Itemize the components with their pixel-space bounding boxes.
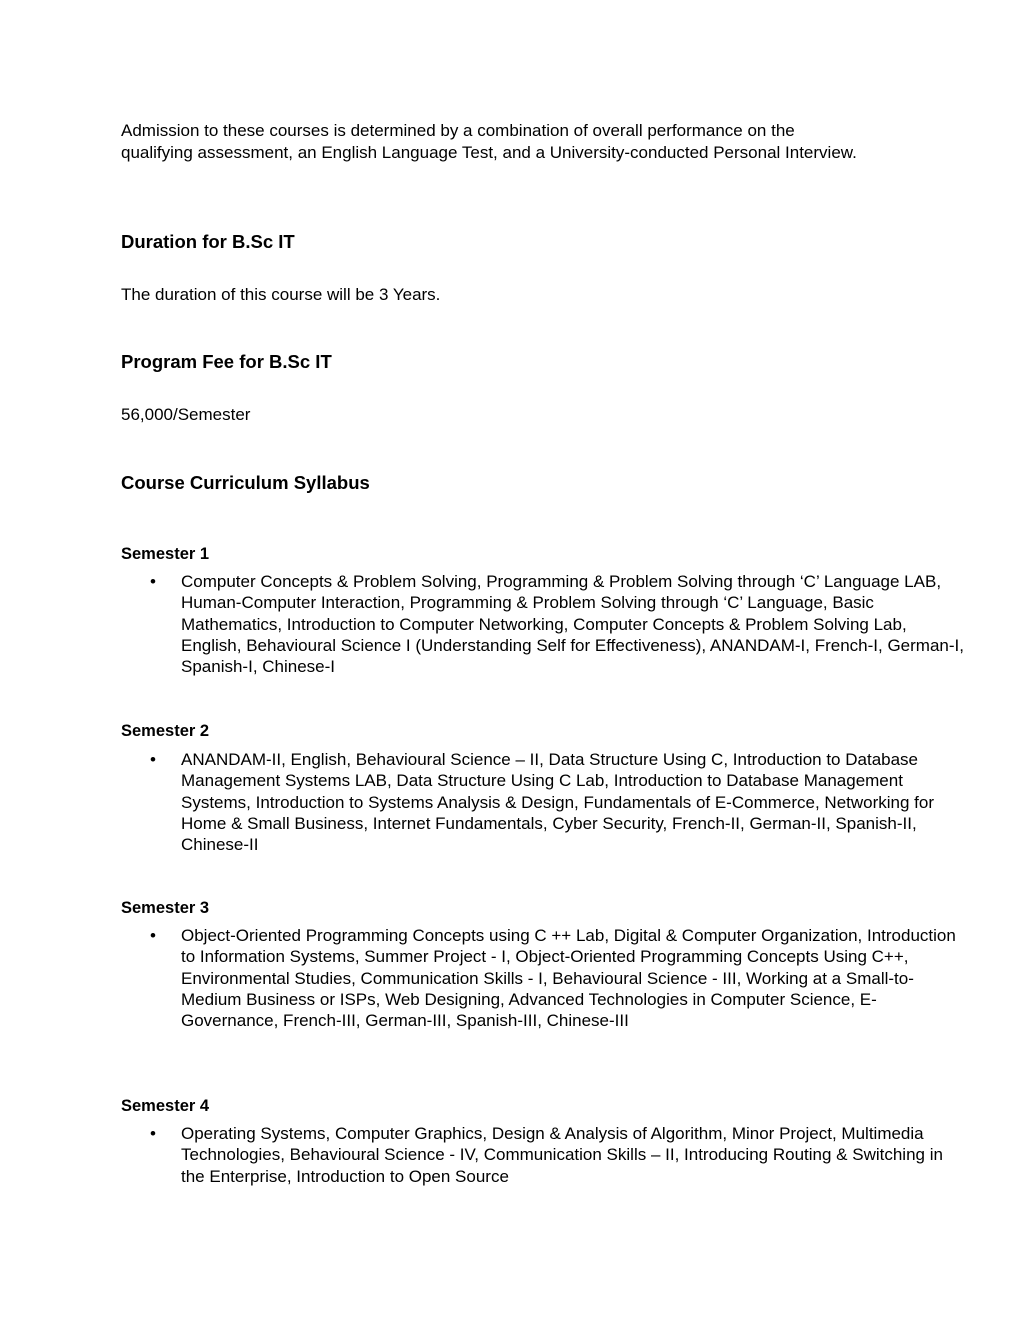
bullet-icon: •	[150, 926, 156, 945]
fee-text: 56,000/Semester	[121, 405, 251, 424]
semester-1-title: Semester 1	[121, 545, 210, 563]
subject-list: Operating Systems, Computer Graphics, Design & Analysis of Algorithm, Minor Project, Multimedia Technologies, Behavioural Science - IV, Communication Skills – II, Introducing Routing & Switching in the Enterprise, Introduction to Open Source	[181, 1124, 943, 1186]
semester-4-title: Semester 4	[121, 1097, 210, 1115]
semester-2-subjects	[121, 749, 971, 855]
curriculum-heading: Course Curriculum Syllabus	[121, 472, 370, 493]
subject-list: Computer Concepts & Problem Solving, Programming & Problem Solving through ‘C’ Language LAB, Human-Computer Interaction, Programming & Problem Solving through ‘C’ Language, Basic Mathematics, Introduction to Computer Networking, Computer Concepts & Problem Solving Lab, English, Behavioural Science I (Understanding Self for Effectiveness), ANANDAM-I, French-I, German-I, Spanish-I, Chinese-I	[181, 572, 964, 677]
subject-list: Object-Oriented Programming Concepts using C ++ Lab, Digital & Computer Organization, Introduction to Information Systems, Summer Project - I, Object-Oriented Programming Concepts Using C++, Environmental Studies, Communication Skills - I, Behavioural Science - III, Working at a Small-to-Medium Business or ISPs, Web Designing, Advanced Technologies in Computer Science, E-Governance, French-III, German-III, Spanish-III, Chinese-III	[181, 926, 956, 1031]
bullet-icon: •	[150, 750, 156, 769]
bullet-icon: •	[150, 1124, 156, 1143]
semester-3-subjects	[121, 925, 971, 1031]
semester-2-title: Semester 2	[121, 722, 210, 740]
semester-1-subjects	[121, 571, 971, 677]
duration-heading: Duration for B.Sc IT	[121, 231, 295, 252]
bullet-icon: •	[150, 572, 156, 591]
intro-paragraph: Admission to these courses is determined by a combination of overall performance on the qualifying assessment, an English Language Test, and a University-conducted Personal Interview.	[121, 121, 857, 162]
semester-4-subjects	[121, 1123, 971, 1187]
fee-heading: Program Fee for B.Sc IT	[121, 351, 332, 372]
subject-list: ANANDAM-II, English, Behavioural Science – II, Data Structure Using C, Introduction to Database Management Systems LAB, Data Structure Using C Lab, Introduction to Database Management Systems, Introduction to Systems Analysis & Design, Fundamentals of E-Commerce, Networking for Home & Small Business, Internet Fundamentals, Cyber Security, French-II, German-II, Spanish-II, Chinese-II	[181, 750, 935, 855]
duration-text: The duration of this course will be 3 Years.	[121, 285, 441, 304]
semester-3-title: Semester 3	[121, 899, 210, 917]
